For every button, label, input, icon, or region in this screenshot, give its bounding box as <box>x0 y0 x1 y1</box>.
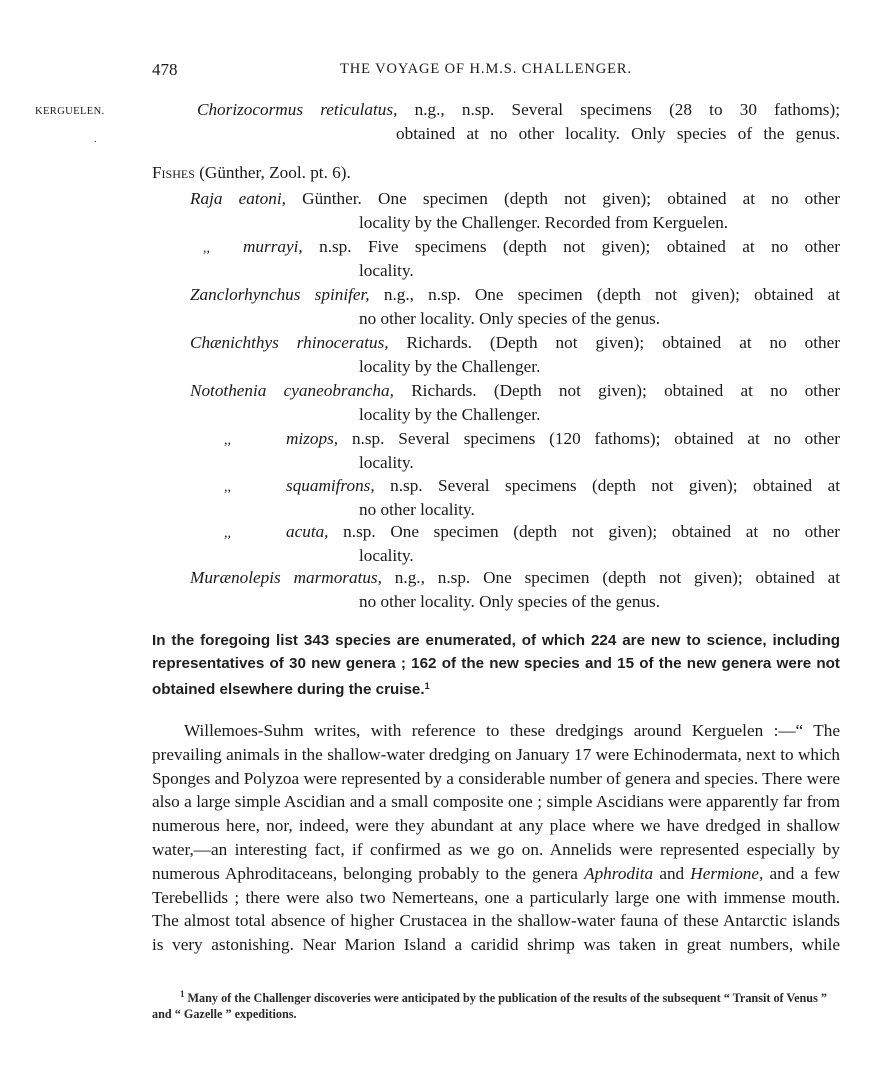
entry-line-2: obtained at no other locality. Only species of the genus. <box>396 124 840 143</box>
footnote-reference: 1 <box>424 681 430 691</box>
footnote-mark: 1 <box>180 989 185 999</box>
species-name: Notothenia cyaneobrancha, <box>190 381 394 400</box>
entry-details: n.sp. Several specimens (120 fathoms); obtained at no other <box>351 429 840 448</box>
quote-conjunction: and <box>659 863 685 883</box>
species-name: mizops, <box>286 429 339 448</box>
entry-line-2: no other locality. <box>359 500 475 519</box>
entry-details: n.sp. Five specimens (depth not given); obtained at no other <box>319 237 840 256</box>
ditto-mark: ,, <box>224 480 231 495</box>
species-name: Zanclorhynchus spinifer, <box>190 285 370 304</box>
entry-details: n.g., n.sp. Several specimens (28 to 30 fathoms); <box>414 100 840 119</box>
entry-line-2: locality by the Challenger. Recorded from Kerguelen. <box>359 213 729 232</box>
species-name: Raja eatoni, <box>190 189 286 208</box>
species-name: squamifrons, <box>286 476 375 495</box>
entry-line-2: locality. <box>359 261 414 280</box>
margin-heading: KERGUELEN. <box>35 106 105 117</box>
entry-details: Günther. One specimen (depth not given); obtained at no other <box>302 189 840 208</box>
entry-details: Richards. (Depth not given); obtained at no other <box>406 333 840 352</box>
running-title: THE VOYAGE OF H.M.S. CHALLENGER. <box>340 61 632 77</box>
fishes-heading <box>152 163 351 183</box>
species-name: Murænolepis marmoratus, <box>190 568 382 587</box>
species-name: acuta, <box>286 522 329 541</box>
entry-details: n.g., n.sp. One specimen (depth not given); obtained at <box>383 285 840 304</box>
genus-name: Aphrodita <box>584 863 654 883</box>
ditto-mark: ,, <box>203 241 210 256</box>
genus-name: Hermione, <box>690 863 764 883</box>
group-reference: (Günther, Zool. pt. 6). <box>199 163 351 182</box>
entry-line-2: locality by the Challenger. <box>359 405 541 424</box>
entry-details: Richards. (Depth not given); obtained at no other <box>411 381 841 400</box>
entry-line-2: no other locality. Only species of the genus. <box>359 592 661 611</box>
margin-mark: . <box>94 134 97 145</box>
quote-text-part-2: and a few Terebellids ; there were also two Nemerteans, one a particularly large one with immense mouth. The almost total absence of higher Crustacea in the shallow-water fauna of these Antarctic islands is very astonishing. Near Marion Island a caridid shrimp was taken in great numbers, while <box>152 863 841 955</box>
entry-line-2: no other locality. Only species of the genus. <box>359 309 661 328</box>
entry-details: n.g., n.sp. One specimen (depth not given); obtained at <box>394 568 840 587</box>
entry-details: n.sp. Several specimens (depth not given); obtained at <box>390 476 840 495</box>
footnote <box>152 987 840 1022</box>
entry-line-1 <box>197 98 840 122</box>
species-name: Chorizocormus reticulatus, <box>197 100 398 119</box>
summary-text: In the foregoing list 343 species are enumerated, of which 224 are new to science, including representatives of 30 new genera ; 162 of the new species and 15 of the new genera were not obtained elsewhere during the cruise. <box>152 632 840 698</box>
footnote-text: Many of the Challenger discoveries were anticipated by the publication of the results of the subsequent “ Transit of Venus ” and “ Gazelle ” expeditions. <box>152 991 827 1021</box>
ditto-mark: ,, <box>224 433 231 448</box>
quotation-paragraph <box>152 719 840 957</box>
summary-paragraph <box>152 630 840 702</box>
entry-line-2: locality. <box>359 546 414 565</box>
entry-details: n.sp. One specimen (depth not given); obtained at no other <box>343 522 841 541</box>
ditto-mark: ,, <box>224 526 231 541</box>
entry-line-2: locality. <box>359 453 414 472</box>
species-name: Chænichthys rhinoceratus, <box>190 333 389 352</box>
page-number: 478 <box>152 60 178 79</box>
entry-line-2: locality by the Challenger. <box>359 357 541 376</box>
quote-text-part-1: Willemoes-Suhm writes, with reference to these dredgings around Kerguelen :—“ The prevailing animals in the shallow-water dredging on January 17 were Echinodermata, next to which Sponges and Polyzoa were represented by a considerable number of genera and species. There were also a large simple Ascidian and a small composite one ; simple Ascidians were apparently far from numerous here, nor, indeed, were they abundant at any place where we have dredged in shallow water,—an interesting fact, if confirmed as we go on. Annelids were represented especially by numerous Aphroditaceans, belonging probably to the genera <box>152 721 840 883</box>
species-name: murrayi, <box>243 237 303 256</box>
group-name: Fishes <box>152 163 195 182</box>
